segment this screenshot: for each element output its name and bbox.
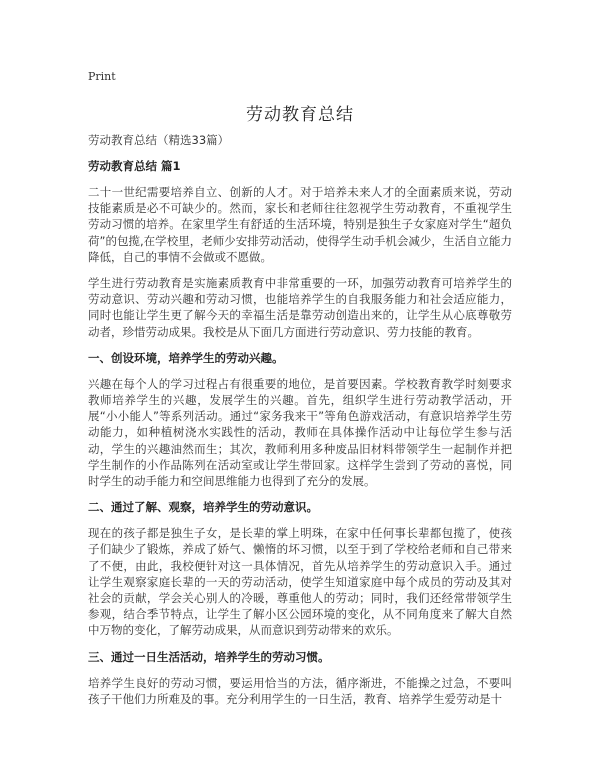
paragraph-awareness: 现在的孩子都是独生子女，是长辈的掌上明珠，在家中任何事长辈都包揽了，使孩子们缺少了锻炼，养成了娇气、懒惰的坏习惯，以至于到了学校给老师和自己带来了不便，由此，我校便针对这一具体情况，首先从培养学生的劳动意识入手。通过让学生观察家庭长辈的一天的劳动活动，使学生知道家庭中每个成员的劳动及其对社会的贡献，学会关心别人的冷暖，尊重他人的劳动；同时，我们还经常带领学生参观，结合季节特点，让学生了解小区公园环境的变化，从不同角度来了解大自然中万物的变化，了解劳动成果，从而意识到劳动带来的欢乐。 [88,526,512,638]
chapter-heading: 劳动教育总结 篇1 [88,159,181,173]
paragraph-importance: 学生进行劳动教育是实施素质教育中非常重要的一环，加强劳动教育可培养学生的劳动意识、劳动兴趣和劳动习惯，也能培养学生的自我服务能力和社会适应能力，同时也能让学生更了解今天的幸福生活是靠劳动创造出来的，让学生从心底尊敬劳动者，珍惜劳动成果。我校是从下面几方面进行劳动意识、劳力技能的教育。 [88,276,512,339]
section-heading-3: 三、通过一日生活活动，培养学生的劳动习惯。 [88,649,330,664]
paragraph-intro: 二十一世纪需要培养自立、创新的人才。对于培养未来人才的全面素质来说，劳动技能素质是必不可缺少的。然而，家长和老师往往忽视学生劳动教育，不重视学生劳动习惯的培养。在家里学生有舒适的生活环境，特别是独生子女家庭对学生“超负荷”的包揽,在学校里，老师少安排劳动活动，使得学生动手机会减少，生活自立能力降低，自己的事情不会做或不愿做。 [88,185,512,264]
paragraph-habits: 培养学生良好的劳动习惯，要运用恰当的方法，循序渐进，不能操之过急，不要叫孩子干他们力所难及的事。充分利用学生的一日生活，教育、培养学生爱劳动是十 [88,675,512,706]
document-title: 劳动教育总结 [246,105,354,125]
document-subtitle: 劳动教育总结（精选33篇） [88,133,230,147]
section-heading-2: 二、通过了解、观察，培养学生的劳动意识。 [88,500,318,515]
print-label[interactable]: Print [88,70,116,83]
section-heading-1: 一、创设环境，培养学生的劳动兴趣。 [88,350,284,365]
paragraph-interest: 兴趣在每个人的学习过程占有很重要的地位，是首要因素。学校教育教学时刻要求教师培养学生的兴趣，发展学生的兴趣。首先，组织学生进行劳动教学活动，开展“小小能人”等系列活动。通过“家务我来干”等角色游戏活动，有意识培养学生劳动能力，如种植树浇水实践性的活动，教师在具体操作活动中让每位学生参与活动，学生的兴趣油然而生；其次，教师利用多种废品旧材料带领学生一起制作并把学生制作的小作品陈列在活动室或让学生带回家。这样学生尝到了劳动的喜悦，同时学生的动手能力和空间思维能力也得到了充分的发展。 [88,376,512,489]
document-body [88,132,512,707]
